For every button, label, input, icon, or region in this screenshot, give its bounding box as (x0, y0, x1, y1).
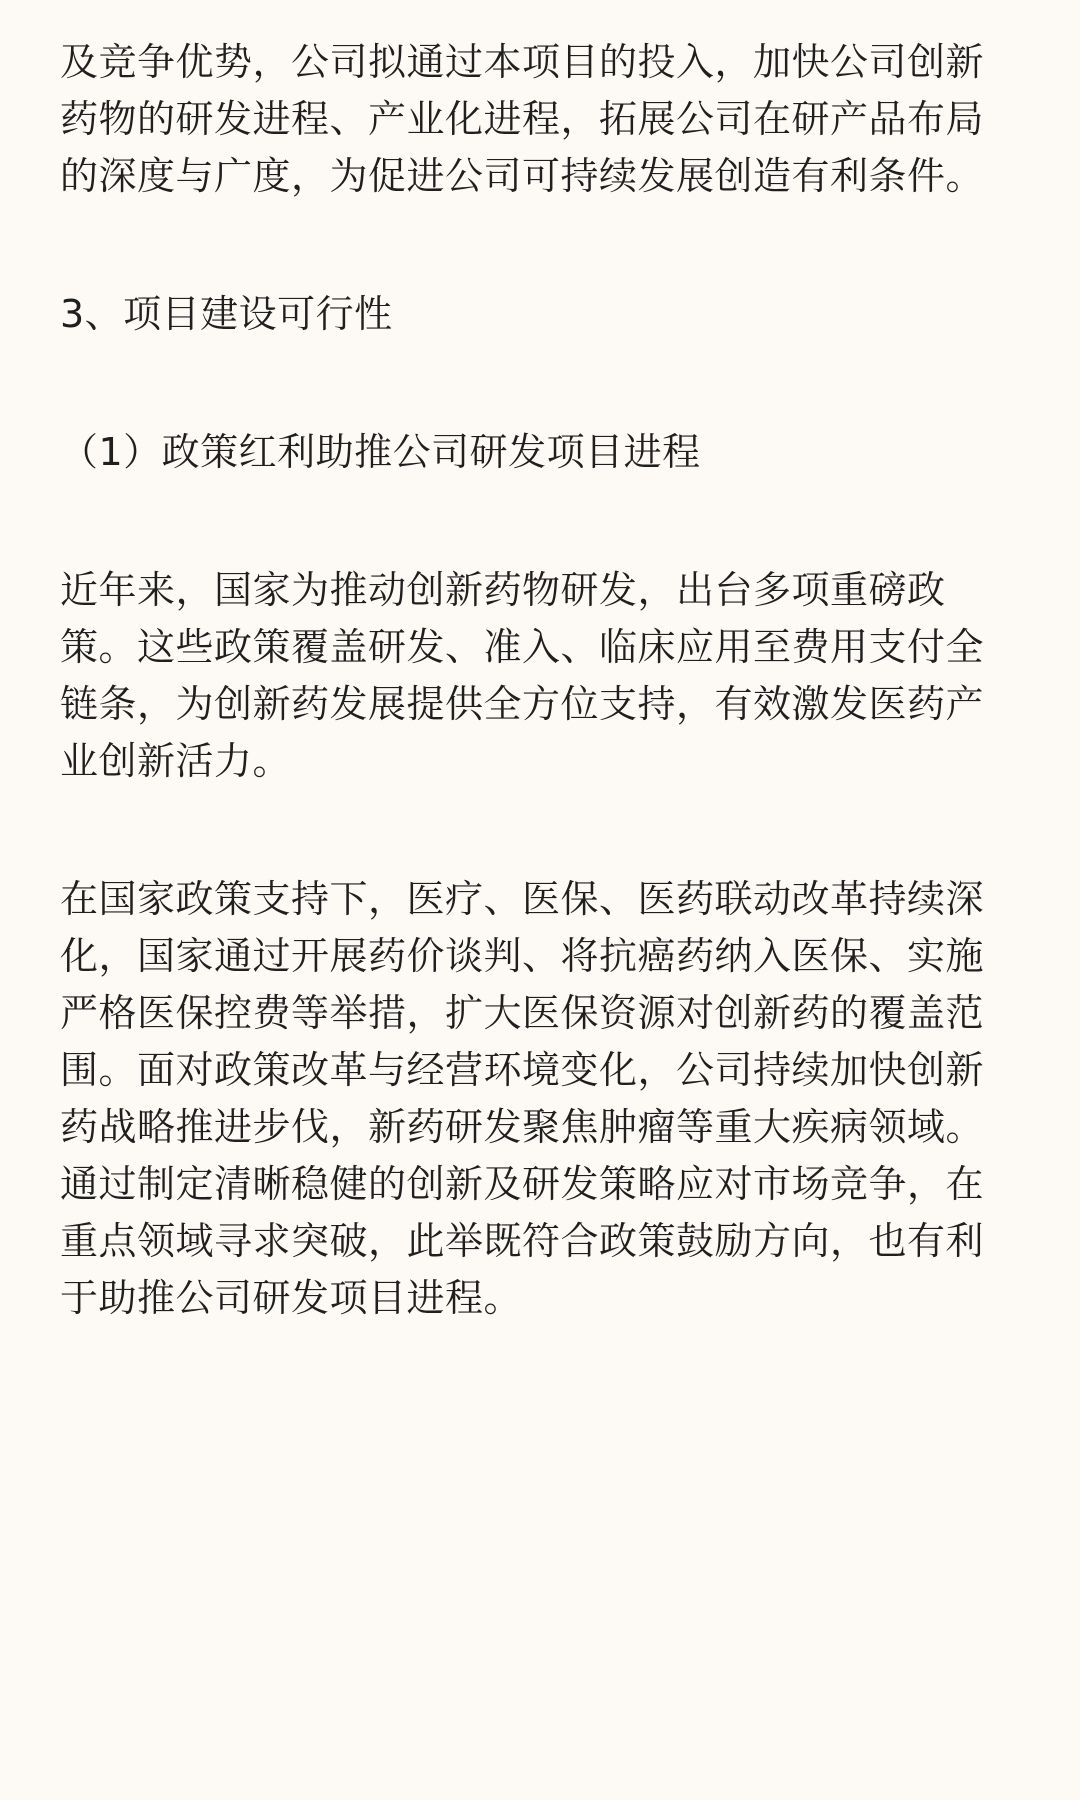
spacer (60, 205, 1020, 286)
spacer (60, 481, 1020, 562)
spacer (60, 790, 1020, 871)
paragraph-intro: 及竞争优势，公司拟通过本项目的投入，加快公司创新药物的研发进程、产业化进程，拓展公司在研产品布局的深度与广度，为促进公司可持续发展创造有利条件。 (60, 40, 985, 198)
paragraph-reform: 在国家政策支持下，医疗、医保、医药联动改革持续深化，国家通过开展药价谈判、将抗癌药纳入医保、实施严格医保控费等举措，扩大医保资源对创新药的覆盖范围。面对政策改革与经营环境变化，公司持续加快创新药战略推进步伐，新药研发聚焦肿瘤等重大疾病领域。通过制定清晰稳健的创新及研发策略应对市场竞争，在重点领域寻求突破，此举既符合政策鼓励方向，也有利于助推公司研发项目进程。 (60, 877, 985, 1320)
paragraph-policy: 近年来，国家为推动创新药物研发，出台多项重磅政策。这些政策覆盖研发、准入、临床应用至费用支付全链条，为创新药发展提供全方位支持，有效激发医药产业创新活力。 (60, 568, 985, 783)
spacer (60, 343, 1020, 424)
subsection-heading: （1）政策红利助推公司研发项目进程 (60, 430, 701, 474)
section-heading: 3、项目建设可行性 (60, 292, 393, 336)
